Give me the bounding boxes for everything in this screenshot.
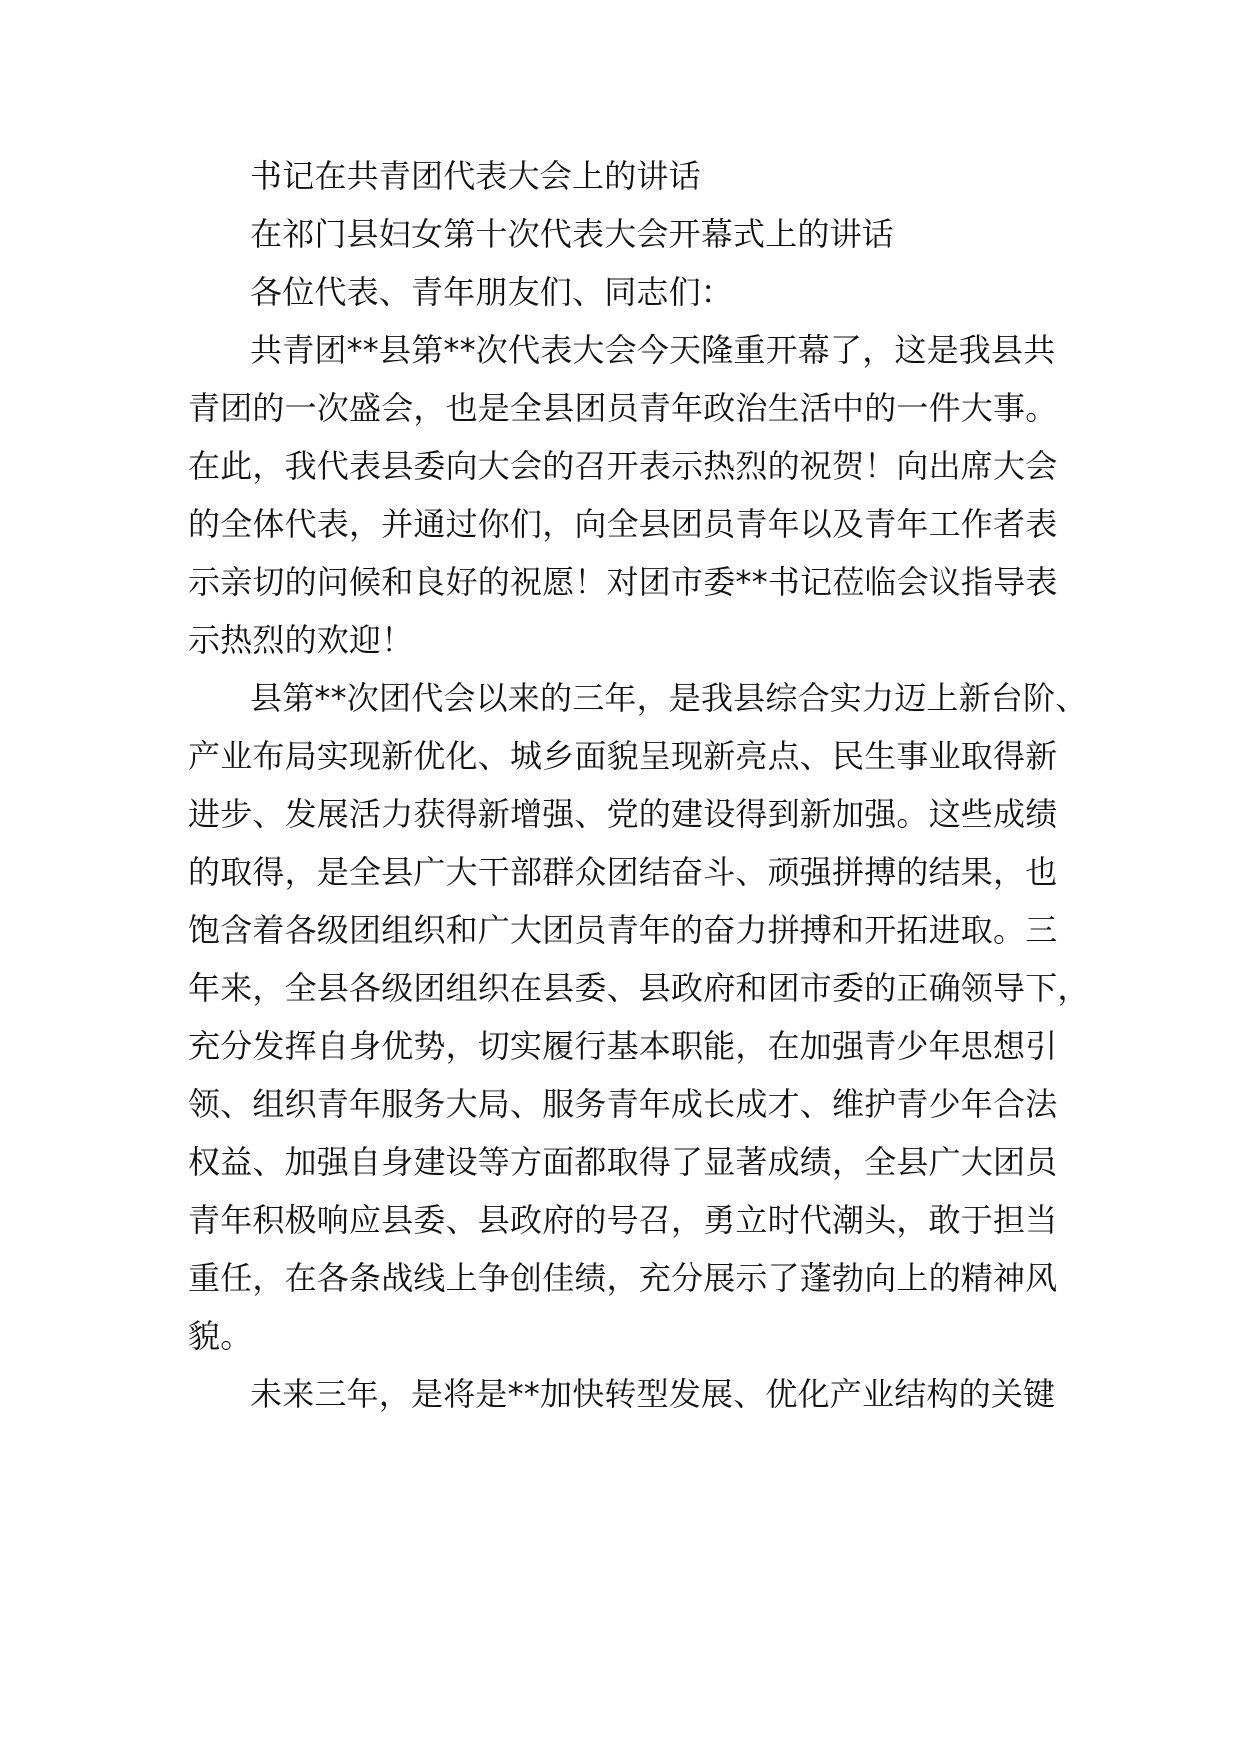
paragraph-1-line-3: 在此，我代表县委向大会的召开表示热烈的祝贺！向出席大会 <box>188 447 1058 485</box>
paragraph-2-line-12: 貌。 <box>188 1317 253 1355</box>
paragraph-1-line-1: 共青团**县第**次代表大会今天隆重开幕了，这是我县共 <box>250 331 1056 369</box>
paragraph-2-line-11: 重任，在各条战线上争创佳绩，充分展示了蓬勃向上的精神风 <box>188 1259 1058 1297</box>
paragraph-1-line-5: 示亲切的问候和良好的祝愿！对团市委**书记莅临会议指导表 <box>188 563 1058 601</box>
paragraph-2-line-4: 的取得，是全县广大干部群众团结奋斗、顽强拼搏的结果，也 <box>188 853 1058 891</box>
paragraph-2-line-8: 领、组织青年服务大局、服务青年成长成才、维护青少年合法 <box>188 1085 1058 1123</box>
paragraph-2-line-10: 青年积极响应县委、县政府的号召，勇立时代潮头，敢于担当 <box>188 1201 1058 1239</box>
salutation: 各位代表、青年朋友们、同志们： <box>250 273 734 311</box>
paragraph-2-line-5: 饱含着各级团组织和广大团员青年的奋力拼搏和开拓进取。三 <box>188 911 1058 949</box>
paragraph-2-line-9: 权益、加强自身建设等方面都取得了显著成绩，全县广大团员 <box>188 1143 1058 1181</box>
paragraph-1-line-2: 青团的一次盛会，也是全县团员青年政治生活中的一件大事。 <box>188 389 1058 427</box>
paragraph-2-line-1: 县第**次团代会以来的三年，是我县综合实力迈上新台阶、 <box>250 679 1088 717</box>
document-title: 在祁门县妇女第十次代表大会开幕式上的讲话 <box>250 215 895 253</box>
paragraph-2-line-3: 进步、发展活力获得新增强、党的建设得到新加强。这些成绩 <box>188 795 1058 833</box>
paragraph-1-line-6: 示热烈的欢迎！ <box>188 621 414 659</box>
paragraph-2-line-6: 年来，全县各级团组织在县委、县政府和团市委的正确领导下， <box>188 969 1090 1007</box>
paragraph-2-line-7: 充分发挥自身优势，切实履行基本职能，在加强青少年思想引 <box>188 1027 1058 1065</box>
document-subtitle: 书记在共青团代表大会上的讲话 <box>250 157 701 195</box>
paragraph-2-line-2: 产业布局实现新优化、城乡面貌呈现新亮点、民生事业取得新 <box>188 737 1058 775</box>
paragraph-3-line-1: 未来三年，是将是**加快转型发展、优化产业结构的关键 <box>250 1375 1056 1413</box>
paragraph-1-line-4: 的全体代表，并通过你们，向全县团员青年以及青年工作者表 <box>188 505 1058 543</box>
